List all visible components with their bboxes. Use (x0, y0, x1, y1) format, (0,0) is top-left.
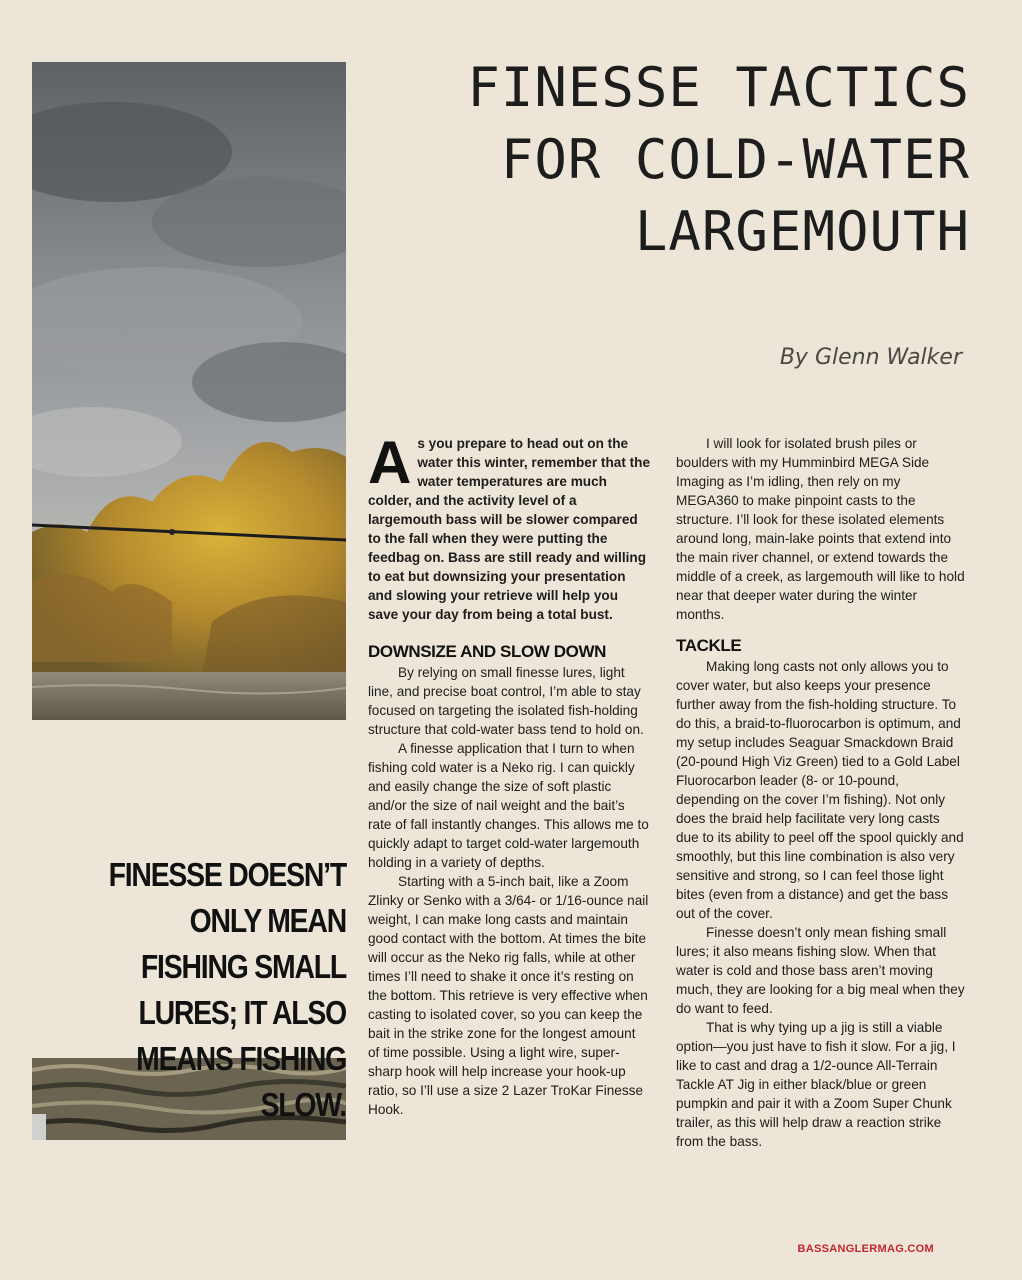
title-line: FINESSE TACTICS (467, 56, 970, 119)
body-paragraph: Making long casts not only allows you to cover water, but also keeps your presence further away from the fish-holding structure. To do this, a braid-to-fluorocarbon is optimum, and my setup includes Seaguar Smackdown Braid (20-pound High Viz Green) tied to a Gold Label Fluorocarbon leader (8- or 10-pound, depending on the cover I’m fishing). Not only does the braid help facilitate very long casts due to its ability to peel off the spool quickly and smoothly, but this line combination is also very sensitive and strong, so I can feel those light bites (even from a distance) and get the bass out of the cover. (676, 659, 964, 921)
intro-paragraph (368, 429, 651, 624)
article-title (380, 52, 970, 268)
intro-text: s you prepare to head out on the water this winter, remember that the water temperatures are much colder, and the activity level of a largemouth bass will be slower compared to the fall when they were putting the feedbag on. Bass are still ready and willing to eat but downsizing your presentation and slowing your retrieve will help you save your day from being a total bust. (368, 436, 651, 622)
title-line: LARGEMOUTH (634, 200, 970, 263)
text-column-right (676, 434, 966, 1151)
body-paragraph: Finesse doesn’t only mean fishing small lures; it also means fishing slow. When that water is cold and those bass aren’t moving much, they are looking for a big meal when they do want to feed. (676, 925, 965, 1016)
pull-quote: FINESSE DOESN’T ONLY MEAN FISHING SMALL LURES; IT ALSO MEANS FISHING SLOW. (108, 856, 347, 1123)
body-paragraph: Starting with a 5-inch bait, like a Zoom Zlinky or Senko with a 3/64- or 1/16-ounce nail weight, I can make long casts and maintain good contact with the bottom. At times the bite will occur as the Neko rig falls, while at other times I’ll need to shake it once it’s resting on the bottom. This retrieve is very effective when casting to isolated cover, so you can keep the bait in the strike zone for the longest amount of time possible. Using a light wire, super-sharp hook will help increase your hook-up ratio, so I’ll use a size 2 Lazer TroKar Finesse Hook. (368, 874, 649, 1117)
body-paragraph: By relying on small finesse lures, light line, and precise boat control, I’m able to stay focused on targeting the isolated fish-holding structure that cold-water bass tend to hold on. (368, 665, 644, 737)
body-paragraph: I will look for isolated brush piles or boulders with my Humminbird MEGA Side Imaging as I’m idling, then rely on my MEGA360 to make pinpoint casts to the structure. I’ll look for these isolated elements around long, main-lake points that extend into the main river channel, or extend towards the middle of a creek, as largemouth will like to hold near that deeper water during the winter months. (676, 436, 965, 622)
byline: By Glenn Walker (779, 345, 962, 370)
title-line: FOR COLD-WATER (500, 128, 970, 191)
section-heading: DOWNSIZE AND SLOW DOWN (368, 642, 606, 661)
text-column-left (368, 429, 651, 1119)
section-heading: TACKLE (676, 636, 742, 655)
drop-cap: A (368, 429, 412, 496)
body-paragraph: A finesse application that I turn to when fishing cold water is a Neko rig. I can quickly and easily change the size of soft plastic and/or the size of nail weight and the bait’s rate of fall instantly changes. This allows me to quickly adapt to target cold-water largemouth holding in a variety of depths. (368, 741, 649, 870)
body-paragraph: That is why tying up a jig is still a viable option—you just have to fish it slow. For a jig, I like to cast and drag a 1/2-ounce All-Terrain Tackle AT Jig in either black/blue or green pumpkin and pair it with a Zoom Super Chunk trailer, as this will help draw a reaction strike from the bass. (676, 1020, 956, 1149)
lake-shore-photo (32, 62, 346, 720)
footer-site-link[interactable]: BASSANGLERMAG.COM (797, 1243, 934, 1255)
